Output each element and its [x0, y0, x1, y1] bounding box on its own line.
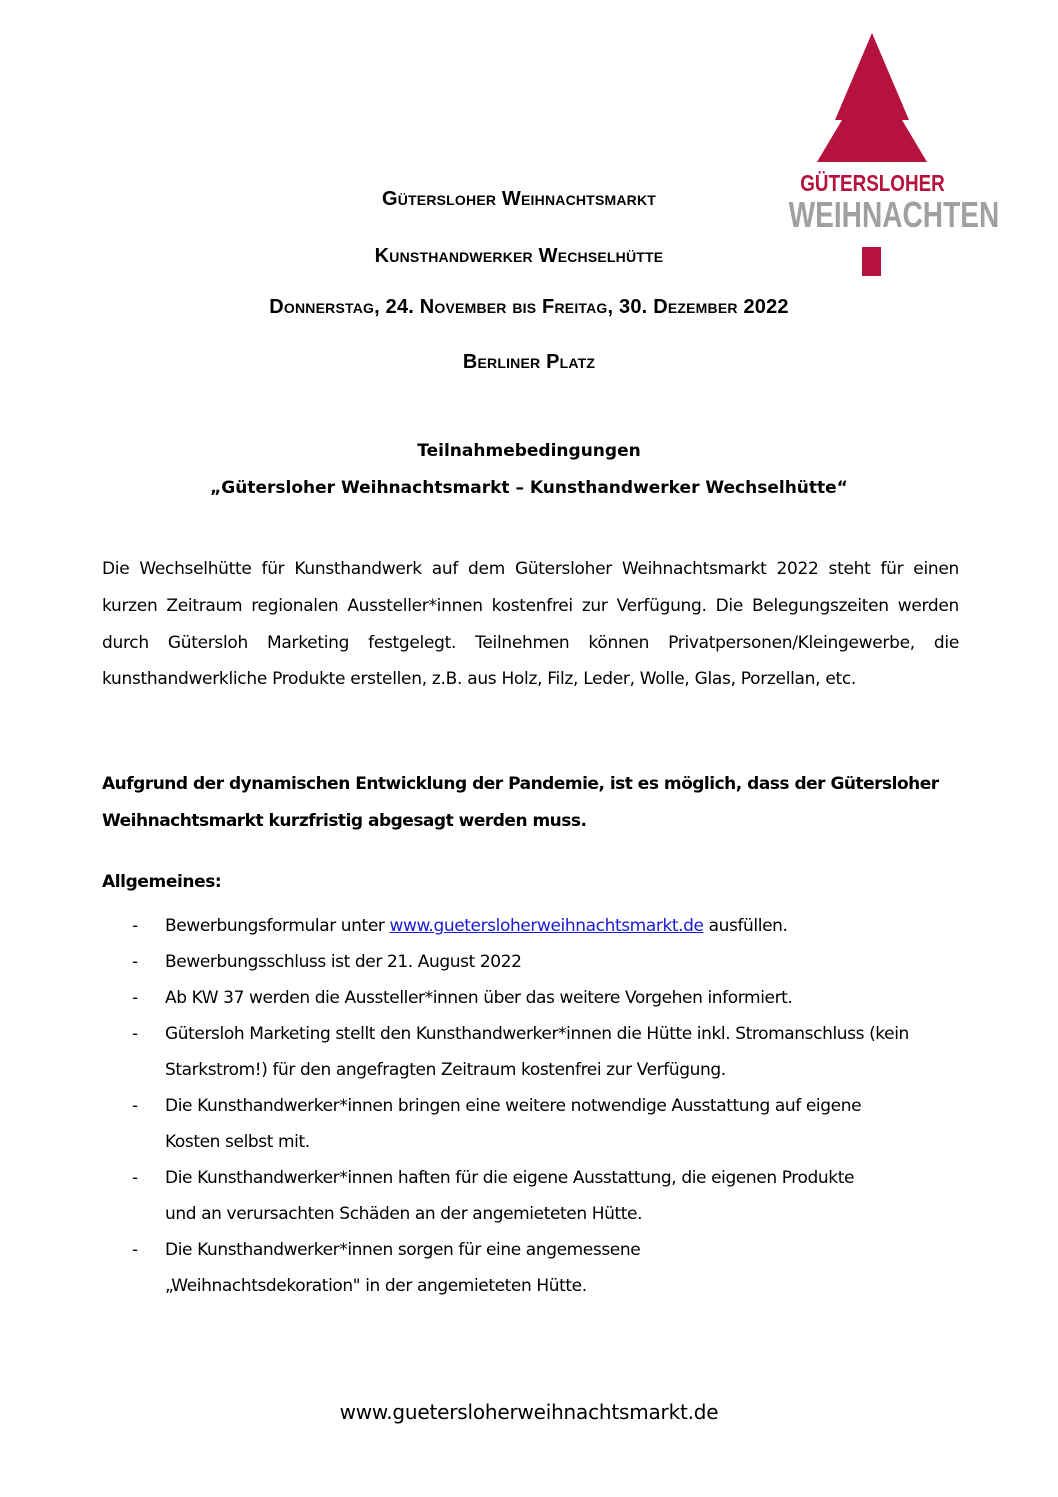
- logo-line1: GÜTERSLOHER: [800, 170, 945, 196]
- conditions-event-name: „Gütersloher Weihnachtsmarkt – Kunsthandwerker Wechselhütte“: [210, 478, 848, 498]
- bullet-dash: -: [132, 988, 138, 1008]
- bullet-dash: -: [132, 1024, 138, 1044]
- bullet-dash: -: [132, 1168, 138, 1188]
- application-form-link[interactable]: www.guetersloherweihnachtsmarkt.de: [389, 916, 704, 936]
- list-item-text: Gütersloh Marketing stellt den Kunsthandwerker*innen die Hütte inkl. Stromanschluss (kein Starkstrom!) für den angefragten Zeitraum kostenfrei zur Verfügung.: [165, 1024, 909, 1080]
- logo: [775, 28, 1000, 278]
- list-item: [102, 1160, 885, 1232]
- logo-line2: WEIHNACHTEN: [788, 194, 1000, 235]
- list-item: [102, 1088, 895, 1160]
- document-subtitle: Kunsthandwerker Wechselhütte: [374, 245, 664, 267]
- list-item-text: Die Kunsthandwerker*innen sorgen für eine angemessene „Weihnachtsdekoration" in der angemieteten Hütte.: [165, 1240, 641, 1296]
- bullet-dash: -: [132, 952, 138, 972]
- conditions-heading: Teilnahmebedingungen: [417, 441, 641, 461]
- list-item-text: Ab KW 37 werden die Aussteller*innen über das weitere Vorgehen informiert.: [165, 988, 793, 1008]
- list-item: [102, 980, 982, 1016]
- list-item: [102, 908, 982, 944]
- list-item-text: Die Kunsthandwerker*innen bringen eine weitere notwendige Ausstattung auf eigene Kosten selbst mit.: [165, 1096, 862, 1152]
- christmas-tree-icon: [775, 28, 1000, 278]
- list-item: [102, 1016, 975, 1088]
- bullet-dash: -: [132, 916, 138, 936]
- list-item-text: Bewerbungsformular unter: [165, 916, 390, 936]
- general-list: [102, 908, 982, 1304]
- bullet-dash: -: [132, 1096, 138, 1116]
- list-item: [102, 1232, 765, 1304]
- footer-url: www.guetersloherweihnachtsmarkt.de: [339, 1400, 719, 1424]
- document-title: Gütersloher Weihnachtsmarkt: [381, 188, 657, 210]
- general-heading: Allgemeines:: [102, 872, 222, 892]
- pandemic-notice: Aufgrund der dynamischen Entwicklung der Pandemie, ist es möglich, dass der Gütersloher Weihnachtsmarkt kurzfristig abgesagt werden muss.: [102, 774, 939, 831]
- intro-paragraph: Die Wechselhütte für Kunsthandwerk auf dem Gütersloher Weihnachtsmarkt 2022 steht für einen kurzen Zeitraum regionalen Aussteller*innen kostenfrei zur Verfügung. Die Belegungszeiten werden durch Gütersloh Marketing festgelegt. Teilnehmen können Privatpersonen/Kleingewerbe, die kunsthandwerkliche Produkte erstellen, z.B. aus Holz, Filz, Leder, Wolle, Glas, Porzellan, etc.: [102, 559, 959, 690]
- list-item-text: Die Kunsthandwerker*innen haften für die eigene Ausstattung, die eigenen Produkte und an verursachten Schäden an der angemieteten Hütte.: [165, 1168, 855, 1224]
- event-dates: Donnerstag, 24. November bis Freitag, 30. Dezember 2022: [269, 296, 789, 318]
- list-item: [102, 944, 982, 980]
- list-item-text: ausfüllen.: [703, 916, 788, 936]
- bullet-dash: -: [132, 1240, 138, 1260]
- event-location: Berliner Platz: [462, 351, 596, 373]
- list-item-text: Bewerbungsschluss ist der 21. August 2022: [165, 952, 522, 972]
